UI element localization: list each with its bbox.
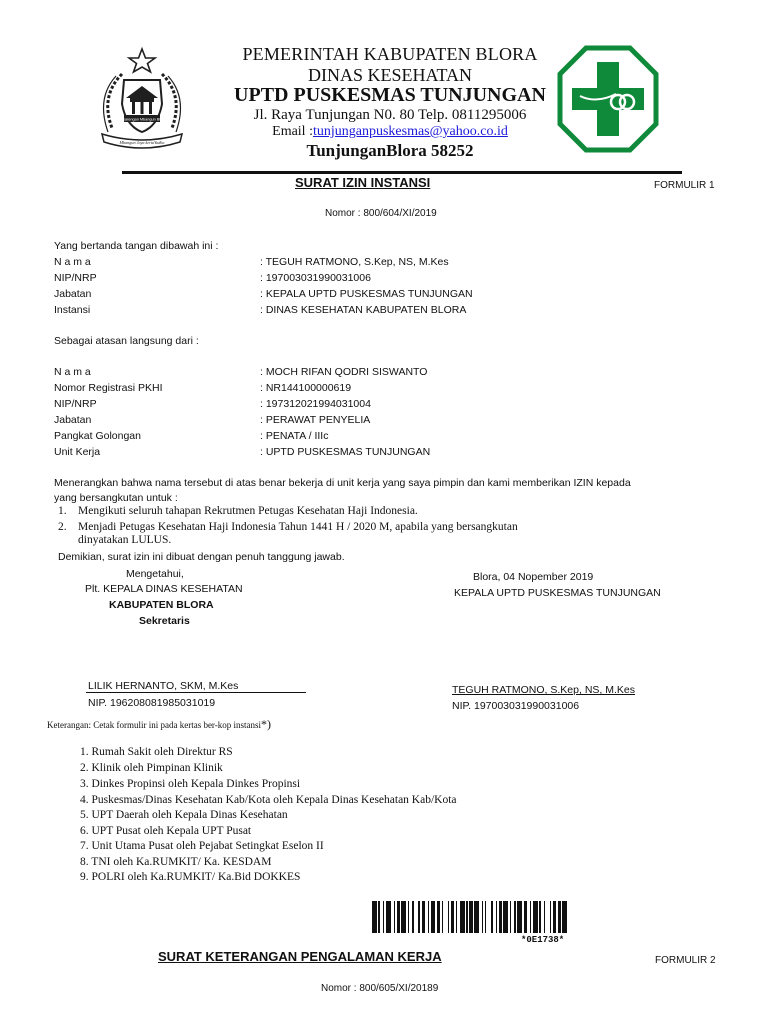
list-item: 7. Unit Utama Pusat oleh Pejabat Setingkat Eselon II bbox=[80, 840, 324, 852]
right-sign-title: KEPALA UPTD PUSKESMAS TUNJUNGAN bbox=[454, 587, 661, 599]
list-item: 3. Dinkes Propinsi oleh Kepala Dinkes Propinsi bbox=[80, 778, 301, 790]
superior-intro: Sebagai atasan langsung dari : bbox=[54, 335, 199, 347]
right-sign-name: TEGUH RATMONO, S.Kep, NS, M.Kes bbox=[452, 684, 636, 696]
left-sign-regency: KABUPATEN BLORA bbox=[109, 599, 214, 611]
list-item: 5. UPT Daerah oleh Kepala Dinas Kesehatan bbox=[80, 809, 288, 821]
letter1-intro: Yang bertanda tangan dibawah ini : bbox=[54, 240, 219, 252]
item-text: Menjadi Petugas Kesehatan Haji Indonesia Tahun 1441 H / 2020 M, apabila yang bersangkutan bbox=[78, 521, 518, 533]
note-text: Keterangan: Cetak formulir ini pada kertas ber-kop instansi bbox=[47, 720, 262, 730]
puskesmas-logo bbox=[556, 44, 660, 154]
emblem-ribbon-text: Mbangun Jaya kertaYudha bbox=[119, 140, 165, 145]
item-text: Mengikuti seluruh tahapan Rekrutmen Petugas Kesehatan Haji Indonesia. bbox=[78, 505, 418, 517]
field-label: NIP/NRP bbox=[54, 398, 97, 410]
email-link[interactable]: tunjunganpuskesmas@yahoo.co.id bbox=[312, 124, 508, 139]
list-item: 9. POLRI oleh Ka.RUMKIT/ Ka.Bid DOKKES bbox=[80, 871, 301, 883]
field-label: N a m a bbox=[54, 256, 91, 268]
regency-emblem bbox=[92, 46, 192, 156]
header-city: TunjunganBlora 58252 bbox=[306, 141, 474, 160]
header-government: PEMERINTAH KABUPATEN BLORA bbox=[242, 44, 538, 64]
closing-statement: Demikian, surat izin ini dibuat dengan penuh tanggung jawab. bbox=[58, 551, 345, 563]
left-sign-secretary: Sekretaris bbox=[139, 615, 190, 627]
right-sign-nip: NIP. 197003031990031006 bbox=[452, 700, 580, 712]
right-sign-date: Blora, 04 Nopember 2019 bbox=[473, 571, 594, 583]
header-institution: UPTD PUSKESMAS TUNJUNGAN bbox=[234, 84, 546, 106]
field-value: : UPTD PUSKESMAS TUNJUNGAN bbox=[260, 446, 431, 458]
list-item: 6. UPT Pusat oleh Kepala UPT Pusat bbox=[80, 825, 252, 837]
email-label: Email : bbox=[272, 124, 313, 139]
left-sign-acknowledged: Mengetahui, bbox=[126, 568, 184, 580]
header-address: Jl. Raya Tunjungan N0. 80 Telp. 0811295006 bbox=[253, 107, 527, 123]
barcode-text: *0E1738* bbox=[521, 935, 565, 945]
field-label: Jabatan bbox=[54, 414, 92, 426]
statement-line-2: yang bersangkutan untuk : bbox=[54, 492, 178, 504]
field-value: : PENATA / IIIc bbox=[260, 430, 329, 442]
letter2-title: SURAT KETERANGAN PENGALAMAN KERJA bbox=[158, 949, 442, 964]
field-label: Pangkat Golongan bbox=[54, 430, 141, 442]
field-value: : TEGUH RATMONO, S.Kep, NS, M.Kes bbox=[260, 256, 449, 268]
field-value: : PERAWAT PENYELIA bbox=[260, 414, 371, 426]
left-sign-nip: NIP. 196208081985031019 bbox=[88, 697, 216, 709]
letter1-form-label: FORMULIR 1 bbox=[654, 180, 715, 191]
letter1-number: Nomor : 800/604/XI/2019 bbox=[325, 208, 437, 219]
item-text-continued: dinyatakan LULUS. bbox=[78, 534, 172, 546]
field-label: Jabatan bbox=[54, 288, 92, 300]
list-item: 1. Rumah Sakit oleh Direktur RS bbox=[80, 746, 233, 758]
left-sign-name: LILIK HERNANTO, SKM, M.Kes bbox=[88, 680, 239, 692]
header-email-line bbox=[190, 124, 590, 140]
letter1-title: SURAT IZIN INSTANSI bbox=[295, 175, 431, 190]
letter1-note bbox=[47, 717, 271, 732]
field-label: Nomor Registrasi PKHI bbox=[54, 382, 163, 394]
list-item: 4. Puskesmas/Dinas Kesehatan Kab/Kota oleh Kepala Dinas Kesehatan Kab/Kota bbox=[80, 794, 457, 806]
barcode-gap bbox=[567, 901, 569, 933]
field-value: : DINAS KESEHATAN KABUPATEN BLORA bbox=[260, 304, 467, 316]
note-mark: *) bbox=[261, 717, 272, 731]
item-number: 1. bbox=[58, 505, 67, 517]
field-value: : MOCH RIFAN QODRI SISWANTO bbox=[260, 366, 428, 378]
left-sign-title: Plt. KEPALA DINAS KESEHATAN bbox=[85, 583, 243, 595]
letter2-number: Nomor : 800/605/XI/20189 bbox=[321, 983, 439, 994]
left-sign-underline bbox=[86, 692, 306, 693]
statement-line-1: Menerangkan bahwa nama tersebut di atas benar bekerja di unit kerja yang saya pimpin dan kami memberikan IZIN kepada bbox=[54, 477, 631, 489]
field-value: : 197003031990031006 bbox=[260, 272, 371, 284]
list-item: 8. TNI oleh Ka.RUMKIT/ Ka. KESDAM bbox=[80, 856, 272, 868]
letter2-form-label: FORMULIR 2 bbox=[655, 955, 716, 966]
item-number: 2. bbox=[58, 521, 67, 533]
field-label: Unit Kerja bbox=[54, 446, 101, 458]
field-value: : KEPALA UPTD PUSKESMAS TUNJUNGAN bbox=[260, 288, 473, 300]
field-label: Instansi bbox=[54, 304, 91, 316]
header-department: DINAS KESEHATAN bbox=[307, 65, 473, 85]
field-value: : 197312021994031004 bbox=[260, 398, 371, 410]
list-item: 2. Klinik oleh Pimpinan Klinik bbox=[80, 762, 223, 774]
field-label: N a m a bbox=[54, 366, 91, 378]
field-label: NIP/NRP bbox=[54, 272, 97, 284]
field-value: : NR144100000619 bbox=[260, 382, 352, 394]
emblem-banner-text: Sesarengan Mbangun Blora bbox=[118, 117, 166, 122]
barcode bbox=[372, 901, 712, 933]
header-divider bbox=[122, 171, 682, 174]
